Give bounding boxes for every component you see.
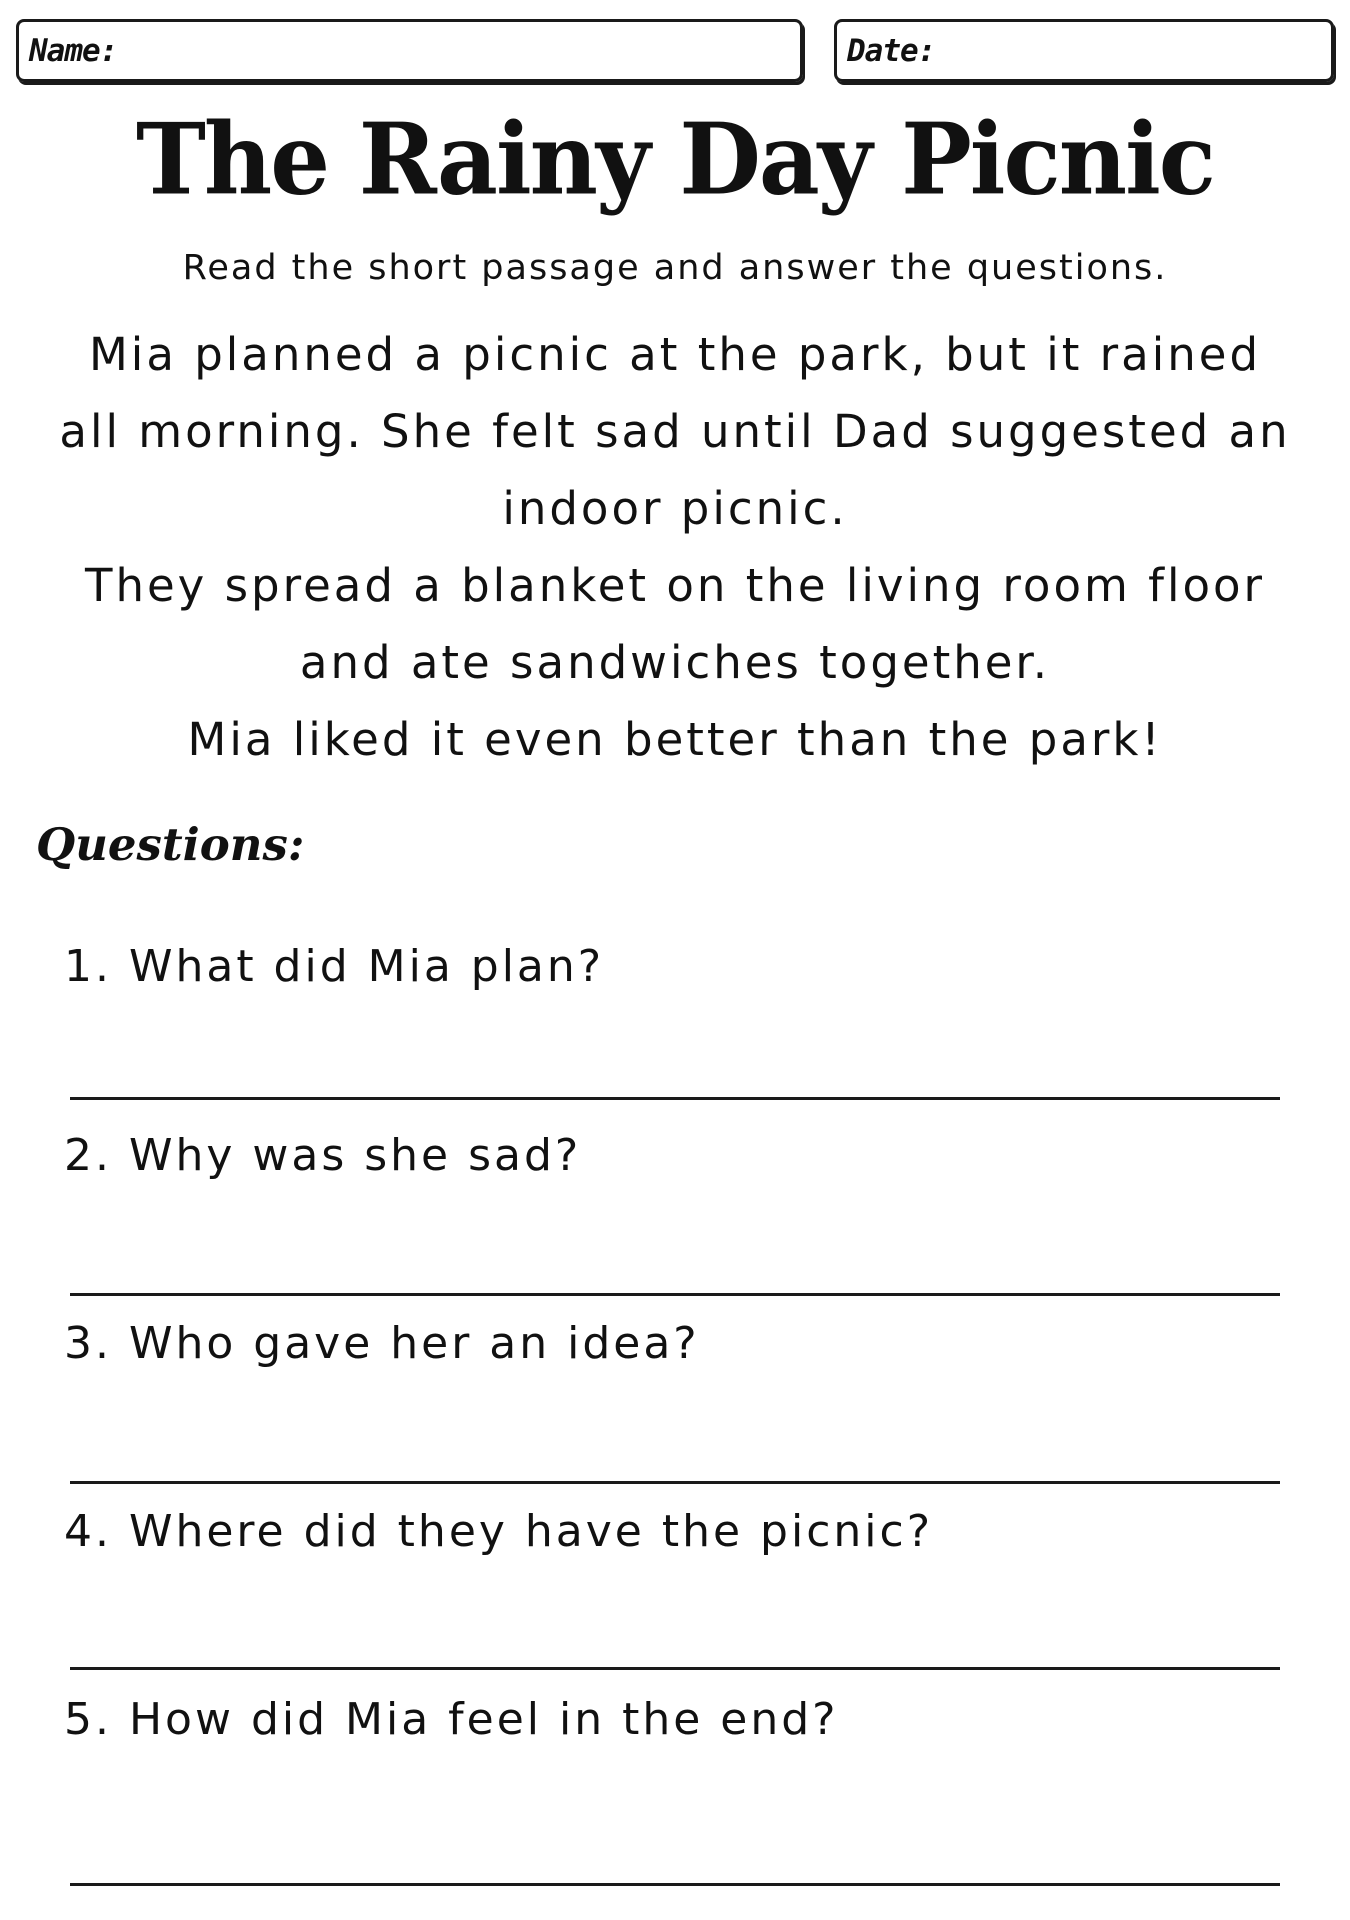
date-label: Date: [847,32,936,69]
answer-line-4[interactable] [70,1667,1280,1670]
answer-line-1[interactable] [70,1097,1280,1100]
question-5: 5. How did Mia feel in the end? [64,1694,839,1745]
passage-line: Mia planned a picnic at the park, but it rained [88,328,1262,381]
instructions: Read the short passage and answer the questions. [182,248,1168,288]
question-2: 2. Why was she sad? [64,1130,582,1181]
passage-line: all morning. She felt sad until Dad suggested an [59,405,1291,458]
question-4: 4. Where did they have the picnic? [64,1506,934,1557]
answer-line-5[interactable] [70,1883,1280,1886]
passage-line: indoor picnic. [502,482,848,535]
questions-heading: Questions: [36,818,305,871]
passage-line: and ate sandwiches together. [299,636,1051,689]
name-field[interactable] [16,19,803,82]
date-field[interactable] [834,19,1334,82]
reading-passage [40,316,1310,778]
passage-line: They spread a blanket on the living room floor [84,559,1266,612]
passage-line: Mia liked it even better than the park! [187,713,1163,766]
answer-line-3[interactable] [70,1481,1280,1484]
name-label: Name: [29,32,118,69]
question-3: 3. Who gave her an idea? [64,1318,700,1369]
answer-line-2[interactable] [70,1293,1280,1296]
worksheet-title: The Rainy Day Picnic [135,102,1215,218]
question-1: 1. What did Mia plan? [64,941,605,992]
